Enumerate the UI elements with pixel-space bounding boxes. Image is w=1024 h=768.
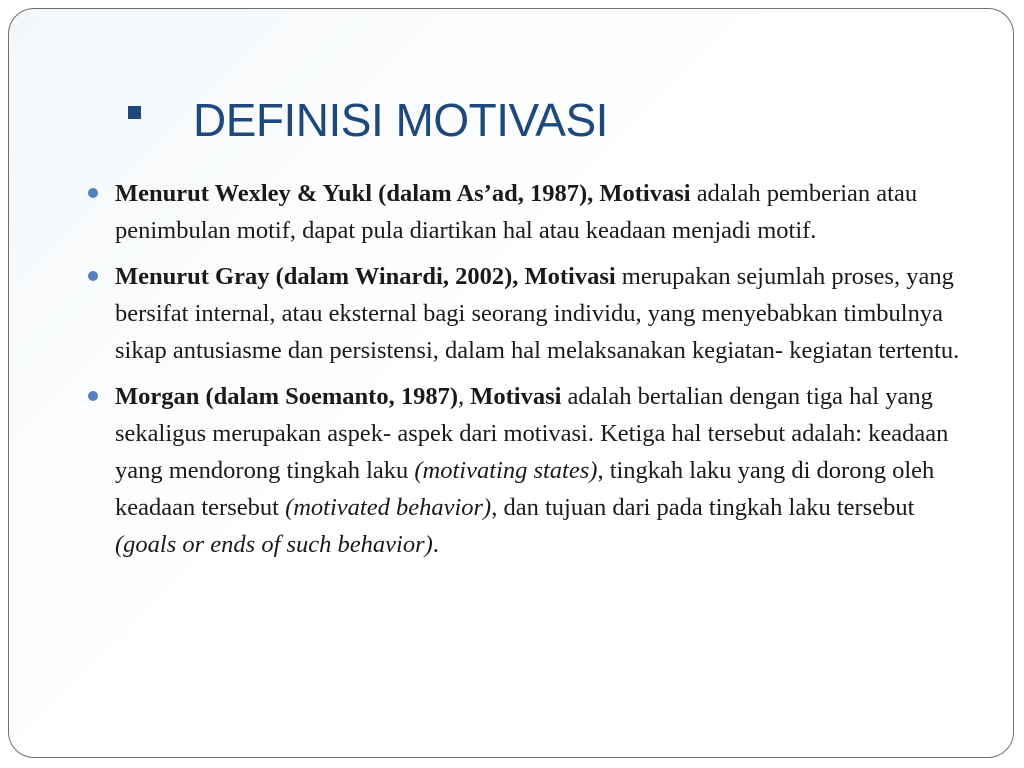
item-term: Motivasi [599, 180, 691, 207]
list-item [115, 258, 975, 369]
slide [8, 8, 1014, 758]
item-source: Morgan (dalam Soemanto, 1987) [115, 383, 458, 410]
item-term: Motivasi [524, 263, 616, 290]
title-row [9, 93, 1013, 147]
list-item [115, 378, 975, 563]
item-text: , tingkah laku yang di dorong oleh keadaan tersebut [115, 457, 935, 521]
list-item [115, 175, 975, 249]
round-bullet-icon [88, 271, 98, 281]
item-emphasis: (motivating states) [414, 457, 598, 484]
item-separator: , [457, 383, 471, 410]
item-emphasis: (goals or ends of such behavior) [115, 531, 433, 558]
item-source: Menurut Gray (dalam Winardi, 2002), [115, 263, 525, 290]
item-text: , dan tujuan dari pada tingkah laku tersebut [491, 494, 915, 521]
slide-title: DEFINISI MOTIVASI [193, 94, 608, 146]
item-text: merupakan sejumlah proses, yang bersifat internal, atau eksternal bagi seorang individu, yang menyebabkan timbulnya sikap antusiasme dan persistensi, dalam hal melaksanakan kegiatan- kegiatan tertentu. [115, 263, 960, 364]
item-emphasis: (motivated behavior) [285, 494, 492, 521]
bullet-list [115, 175, 975, 572]
round-bullet-icon [88, 188, 98, 198]
item-source: Menurut Wexley & Yukl (dalam As’ad, 1987), [115, 180, 600, 207]
item-text: adalah bertalian dengan tiga hal yang sekaligus merupakan aspek- aspek dari motivasi. Ketiga hal tersebut adalah: keadaan yang mendorong tingkah laku [115, 383, 949, 484]
round-bullet-icon [88, 391, 98, 401]
item-term: Motivasi [470, 383, 562, 410]
item-text: . [432, 531, 439, 558]
square-bullet-icon [128, 106, 141, 119]
item-text: adalah pemberian atau penimbulan motif, dapat pula diartikan hal atau keadaan menjadi motif. [115, 180, 918, 244]
